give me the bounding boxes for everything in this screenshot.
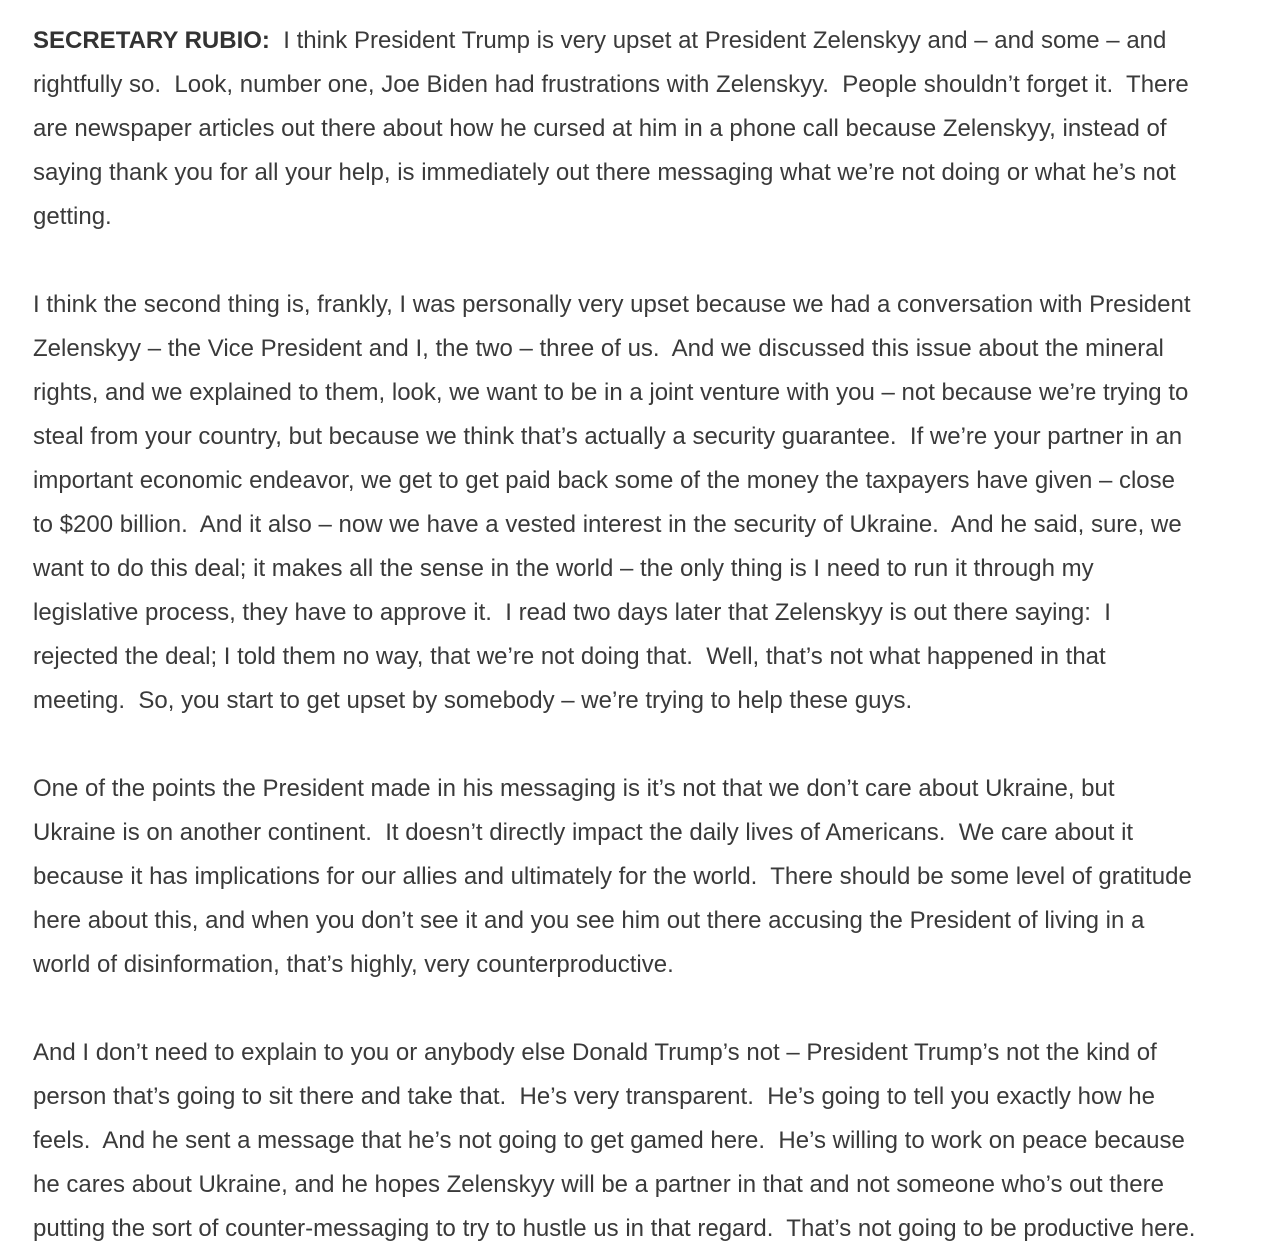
transcript-paragraph-4	[33, 1031, 1201, 1251]
paragraph-text: I think the second thing is, frankly, I was personally very upset because we had a conversation with President Zelenskyy – the Vice President and I, the two – three of us. And we discussed this issue about the mineral rights, and we explained to them, look, we want to be in a joint venture with you – not because we’re trying to steal from your country, but because we think that’s actually a security guarantee. If we’re your partner in an important economic endeavor, we get to get paid back some of the money the taxpayers have given – close to $200 billion. And it also – now we have a vested interest in the security of Ukraine. And he said, sure, we want to do this deal; it makes all the sense in the world – the only thing is I need to run it through my legislative process, they have to approve it. I read two days later that Zelenskyy is out there saying: I rejected the deal; I told them no way, that we’re not doing that. Well, that’s not what happened in that meeting. So, you start to get upset by somebody – we’re trying to help these guys.	[33, 291, 1198, 714]
paragraph-text: And I don’t need to explain to you or anybody else Donald Trump’s not – President Trump’s not the kind of person that’s going to sit there and take that. He’s very transparent. He’s going to tell you exactly how he feels. And he sent a message that he’s not going to get gamed here. He’s willing to work on peace because he cares about Ukraine, and he hopes Zelenskyy will be a partner in that and not someone who’s out there putting the sort of counter-messaging to try to hustle us in that regard. That’s not going to be productive here.	[33, 1039, 1196, 1242]
paragraph-text: One of the points the President made in his messaging is it’s not that we don’t care about Ukraine, but Ukraine is on another continent. It doesn’t directly impact the daily lives of Americans. We care about it because it has implications for our allies and ultimately for the world. There should be some level of gratitude here about this, and when you don’t see it and you see him out there accusing the President of living in a world of disinformation, that’s highly, very counterproductive.	[33, 775, 1199, 978]
speaker-label: SECRETARY RUBIO:	[33, 27, 270, 54]
transcript-paragraph-2	[33, 283, 1201, 723]
transcript-paragraph-1	[33, 19, 1201, 239]
paragraph-text: I think President Trump is very upset at President Zelenskyy and – and some – and rightfully so. Look, number one, Joe Biden had frustrations with Zelenskyy. People shouldn’t forget it. There are newspaper articles out there about how he cursed at him in a phone call because Zelenskyy, instead of saying thank you for all your help, is immediately out there messaging what we’re not doing or what he’s not getting.	[33, 27, 1196, 230]
transcript-paragraph-3	[33, 767, 1201, 987]
